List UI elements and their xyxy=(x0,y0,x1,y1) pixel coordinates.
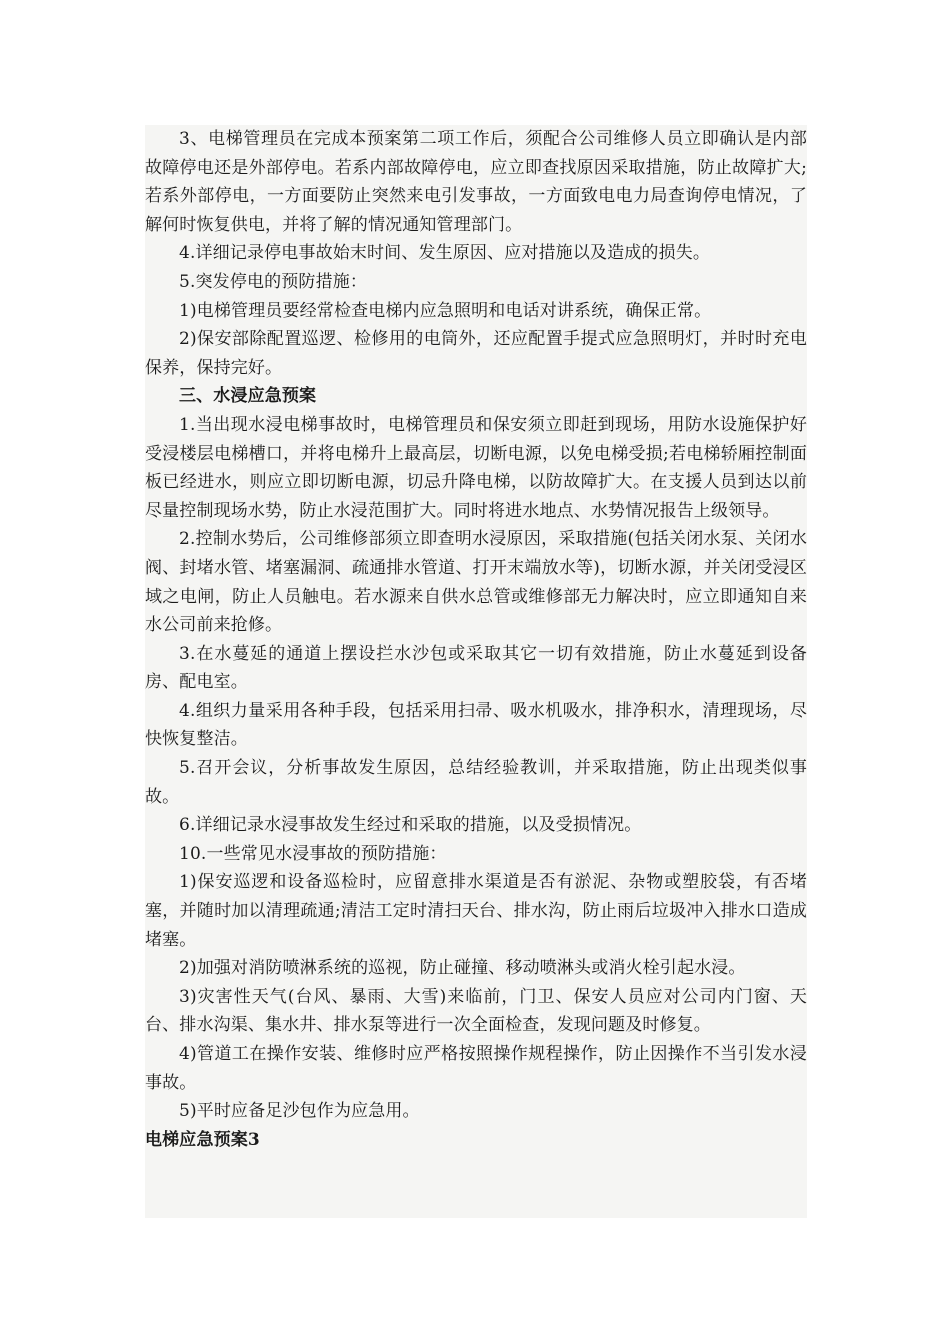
document-text-block xyxy=(145,125,807,1218)
paragraph-power-record: 4.详细记录停电事故始末时间、发生原因、应对措施以及造成的损失。 xyxy=(179,243,711,264)
paragraph-water-prevention-1: 1)保安巡逻和设备巡检时，应留意排水渠道是否有淤泥、杂物或塑胶袋，有否堵塞，并随时加以清理疏通;清洁工定时清扫天台、排水沟，防止雨后垃圾冲入排水口造成堵塞。 xyxy=(145,872,807,950)
paragraph-water-4: 4.组织力量采用各种手段，包括采用扫帚、吸水机吸水，排净积水，清理现场，尽快恢复整洁。 xyxy=(145,700,807,750)
paragraph-power-prevention-title: 5.突发停电的预防措施： xyxy=(179,271,368,292)
next-section-title: 电梯应急预案3 xyxy=(145,1129,260,1150)
paragraph-water-prevention-2: 2)加强对消防喷淋系统的巡视，防止碰撞、移动喷淋头或消火栓引起水浸。 xyxy=(179,958,746,979)
paragraph-water-2: 2.控制水势后，公司维修部须立即查明水浸原因，采取措施(包括关闭水泵、关闭水阀、封堵水管、堵塞漏洞、疏通排水管道、打开末端放水等)，切断水源，并关闭受浸区域之电闸，防止人员触电。若水源来自供水总管或维修部无力解决时，应立即通知自来水公司前来抢修。 xyxy=(145,529,807,636)
paragraph-water-1: 1.当出现水浸电梯事故时，电梯管理员和保安须立即赶到现场，用防水设施保护好受浸楼层电梯槽口，并将电梯升上最高层，切断电源，以免电梯受损;若电梯轿厢控制面板已经进水，则应立即切断电源，切忌升降电梯，以防故障扩大。在支援人员到达以前尽量控制现场水势，防止水浸范围扩大。同时将进水地点、水势情况报告上级领导。 xyxy=(145,414,807,521)
paragraph-water-6: 6.详细记录水浸事故发生经过和采取的措施，以及受损情况。 xyxy=(179,815,642,836)
paragraph-water-3: 3.在水蔓延的通道上摆设拦水沙包或采取其它一切有效措施，防止水蔓延到设备房、配电室。 xyxy=(145,643,807,693)
paragraph-water-prevention-title: 10.一些常见水浸事故的预防措施： xyxy=(179,843,447,864)
paragraph-power-cause: 3、电梯管理员在完成本预案第二项工作后，须配合公司维修人员立即确认是内部故障停电还是外部停电。若系内部故障停电，应立即查找原因采取措施，防止故障扩大;若系外部停电，一方面要防止突然来电引发事故，一方面致电电力局查询停电情况，了解何时恢复供电，并将了解的情况通知管理部门。 xyxy=(145,129,807,235)
paragraph-power-prevention-2: 2)保安部除配置巡逻、检修用的电筒外，还应配置手提式应急照明灯，并时时充电保养，保持完好。 xyxy=(145,329,807,378)
paragraph-water-prevention-4: 4)管道工在操作安装、维修时应严格按照操作规程操作，防止因操作不当引发水浸事故。 xyxy=(145,1044,807,1093)
paragraph-water-5: 5.召开会议，分析事故发生原因，总结经验教训，并采取措施，防止出现类似事故。 xyxy=(145,758,807,807)
paragraph-power-prevention-1: 1)电梯管理员要经常检查电梯内应急照明和电话对讲系统，确保正常。 xyxy=(179,300,712,321)
section-heading-water: 三、水浸应急预案 xyxy=(179,386,317,407)
paragraph-water-prevention-5: 5)平时应备足沙包作为应急用。 xyxy=(179,1101,420,1122)
paragraph-water-prevention-3: 3)灾害性天气(台风、暴雨、大雪)来临前，门卫、保安人员应对公司内门窗、天台、排水沟渠、集水井、排水泵等进行一次全面检查，发现问题及时修复。 xyxy=(145,986,807,1036)
